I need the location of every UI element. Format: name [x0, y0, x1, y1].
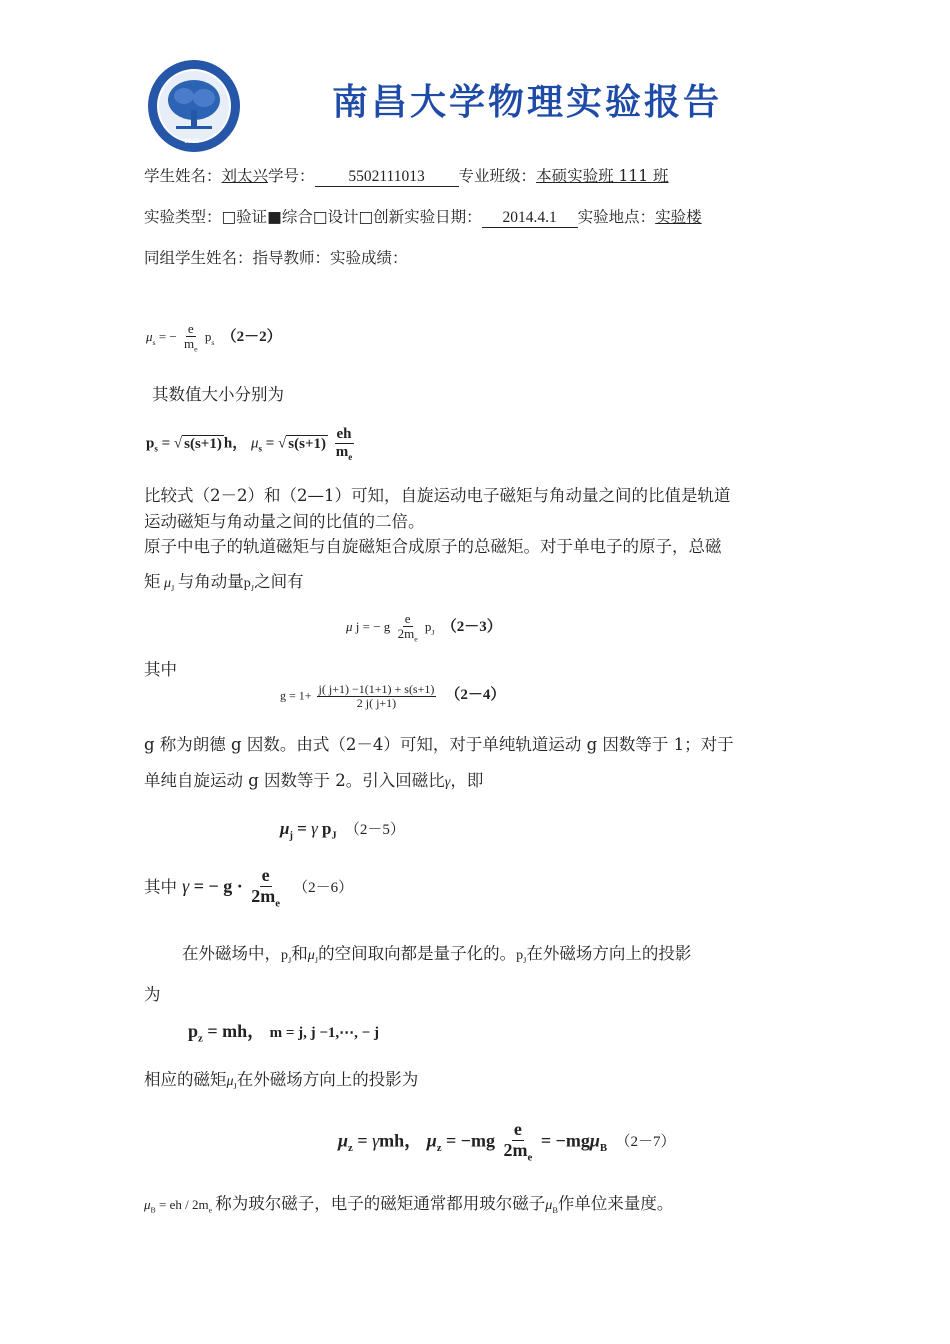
- eq-2-7-tag: （2－7）: [615, 1134, 676, 1151]
- paragraph-4a: 在外磁场中，$p_J$和$\mu_J$的空间取向都是量子化的。$p_J$在外磁场方向上的投影: [182, 944, 692, 965]
- eq-2-3-tag: （2－3）: [441, 619, 502, 636]
- info-row-3: 同组学生姓名：指导教师：实验成绩：: [144, 249, 408, 267]
- page-title: 南昌大学物理实验报告: [332, 81, 723, 123]
- option-innovate: □创新: [358, 208, 405, 226]
- id-label: 学号：: [268, 167, 315, 185]
- equation-2-5: $\mu_j = \gamma$ $p_J$ （2－5）: [280, 819, 405, 842]
- university-logo: [146, 58, 242, 154]
- option-design: □设计: [312, 208, 359, 226]
- equation-2-7: $\mu_z = \gamma mh$， $\mu_z = -mg$ $\frac{e}{2m_e}$ = −mgμ$_B$ （2－7）: [338, 1119, 676, 1164]
- option-verify: □验证: [221, 208, 268, 226]
- eq-2-4-tag: （2－4）: [445, 687, 506, 704]
- place-value: 实验楼: [655, 208, 702, 226]
- eq-2-6-tag: （2－6）: [293, 880, 354, 897]
- paragraph-3b: 单纯自旋运动 g 因数等于 2。引入回磁比γ，即: [144, 771, 484, 790]
- eq-2-2-tag: （2－2）: [221, 329, 282, 346]
- info-row-2: [144, 205, 702, 228]
- class-label: 专业班级：: [458, 167, 537, 185]
- eq-2-5-tag: （2－5）: [344, 822, 405, 838]
- date-value: 2014.4.1: [482, 209, 578, 228]
- equation-2-2: $\mu_s$ = − $\frac{e}{m_e}$ $p_s$ （2－2）: [146, 321, 282, 354]
- option-comprehensive: ■综合: [267, 208, 313, 226]
- paragraph-1b: 运动磁矩与角动量之间的比值的二倍。: [144, 512, 425, 531]
- info-row-1: [144, 164, 669, 187]
- last-line: $\mu_B$ = eh / $2m_e$ 称为玻尔磁子，电子的磁矩通常都用玻尔磁子$\mu_B$作单位来量度。: [144, 1194, 674, 1215]
- paragraph-1a: 比较式（2－2）和（2—1）可知，自旋运动电子磁矩与角动量之间的比值是轨道: [144, 486, 731, 505]
- paragraph-2a: 原子中电子的轨道磁矩与自旋磁矩合成原子的总磁矩。对于单电子的原子，总磁: [144, 537, 722, 556]
- type-label: 实验类型：: [144, 208, 222, 226]
- paragraph-4b: 为: [144, 985, 161, 1004]
- id-value: 5502111013: [315, 168, 459, 187]
- paragraph-3a: g 称为朗德 g 因数。由式（2－4）可知，对于单纯轨道运动 g 因数等于 1；对于: [144, 735, 734, 754]
- paragraph-2b: 矩 $\mu_J$ 与角动量$p_J$之间有: [144, 572, 304, 593]
- name-value: 刘太兴: [221, 167, 269, 185]
- equation-ps-mus: $p_s$ = √ s(s+1) h， $\mu_s$ = √ s(s+1) $\frac{eh}{m_e}$: [146, 426, 353, 462]
- class-value: 本硕实验班 111 班: [536, 167, 669, 185]
- equation-pz: $p_z$ = mh， m = j, j −1,⋯, − j: [188, 1021, 379, 1045]
- qizhong-1: 其中: [144, 660, 177, 679]
- equation-2-6: 其中 γ = − g · $\frac{e}{2m_e}$ （2－6）: [144, 865, 354, 910]
- logo-year: 1940: [184, 138, 200, 145]
- name-label: 学生姓名：: [144, 167, 222, 185]
- values-intro: 其数值大小分别为: [152, 385, 284, 404]
- date-label: 实验日期：: [404, 208, 482, 226]
- equation-2-4: g = 1+ $\frac{j( j+1) -1(1+1) + s(s+1)}{2 j( j+1)}$ （2－4）: [280, 682, 506, 711]
- equation-2-3: μ j = − g $\frac{e}{2m_e}$ $p_J$ （2－3）: [346, 611, 502, 644]
- paragraph-5: 相应的磁矩$\mu_J$在外磁场方向上的投影为: [144, 1070, 419, 1091]
- place-label: 实验地点：: [577, 208, 656, 226]
